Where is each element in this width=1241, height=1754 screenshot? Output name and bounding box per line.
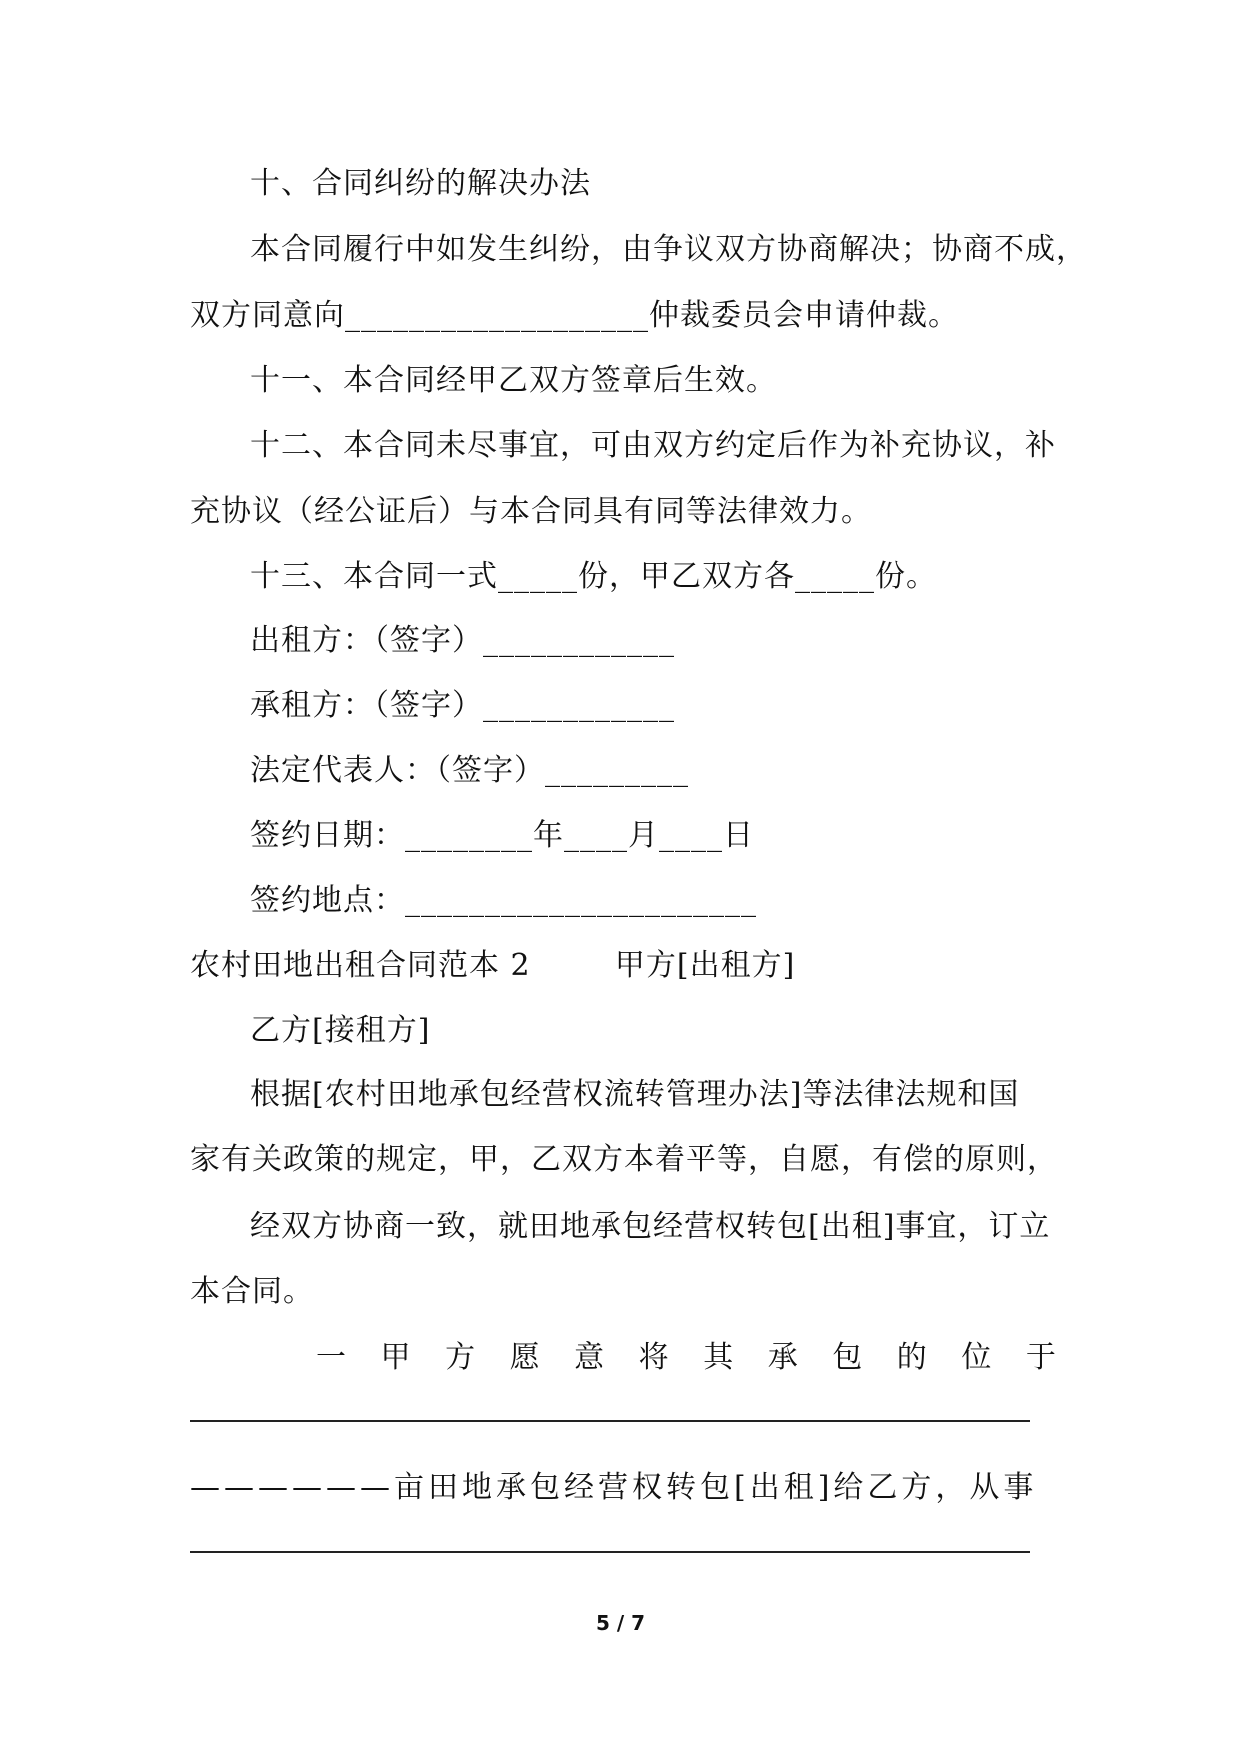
section10-paragraph-line1: 本合同履行中如发生纠纷，由争议双方协商解决；协商不成，	[250, 232, 1087, 267]
clause1-char: 包	[832, 1340, 863, 1375]
lessee-signature-line: 承租方：（签字）____________	[250, 688, 675, 723]
lessor-signature-line: 出租方：（签字）____________	[250, 623, 675, 658]
signing-place-line: 签约地点：______________________	[250, 883, 757, 918]
page-number: 5 / 7	[595, 1611, 646, 1635]
clause1-char: 其	[703, 1340, 734, 1375]
contract2-consult-line2: 本合同。	[190, 1274, 314, 1309]
clause1-char: 意	[574, 1340, 605, 1375]
clause1-char: 的	[896, 1340, 927, 1375]
section11-text: 十一、本合同经甲乙双方签章后生效。	[250, 363, 777, 398]
clause1-char: 将	[638, 1340, 669, 1375]
contract2-basis-line1: 根据[农村田地承包经营权流转管理办法]等法律法规和国	[250, 1077, 1020, 1112]
clause1-char: 一	[316, 1340, 346, 1375]
legal-rep-signature-line: 法定代表人：（签字）_________	[250, 753, 689, 788]
section10-heading: 十、合同纠纷的解决办法	[250, 166, 591, 201]
clause1-char: 于	[1025, 1340, 1056, 1375]
clause1-char: 方	[445, 1340, 476, 1375]
clause1-char: 愿	[509, 1340, 540, 1375]
contract2-basis-line2: 家有关政策的规定，甲，乙双方本着平等，自愿，有偿的原则，	[190, 1142, 1058, 1177]
contract2-title-line: 农村田地出租合同范本 2 甲方[出租方]	[190, 948, 796, 983]
section12-line2: 充协议（经公证后）与本合同具有同等法律效力。	[190, 494, 872, 529]
clause1-blank-line-1	[190, 1420, 1030, 1422]
clause1-char: 甲	[380, 1340, 411, 1375]
section10-paragraph-line2: 双方同意向___________________仲裁委员会申请仲裁。	[190, 298, 959, 333]
contract2-consult-line1: 经双方协商一致，就田地承包经营权转包[出租]事宜，订立	[250, 1209, 1051, 1244]
signing-date-line: 签约日期：________年____月____日	[250, 818, 754, 853]
section13-text: 十三、本合同一式_____份，甲乙双方各_____份。	[250, 559, 937, 594]
section12-line1: 十二、本合同未尽事宜，可由双方约定后作为补充协议，补	[250, 428, 1056, 463]
clause1-line1	[190, 1338, 1056, 1378]
clause1-char: 位	[961, 1340, 992, 1375]
clause1-blank-line-2	[190, 1551, 1030, 1553]
clause1-char: 承	[767, 1340, 798, 1375]
clause1-line3: ——————亩田地承包经营权转包[出租]给乙方，从事	[190, 1470, 1038, 1505]
contract2-party-b: 乙方[接租方]	[250, 1013, 431, 1048]
